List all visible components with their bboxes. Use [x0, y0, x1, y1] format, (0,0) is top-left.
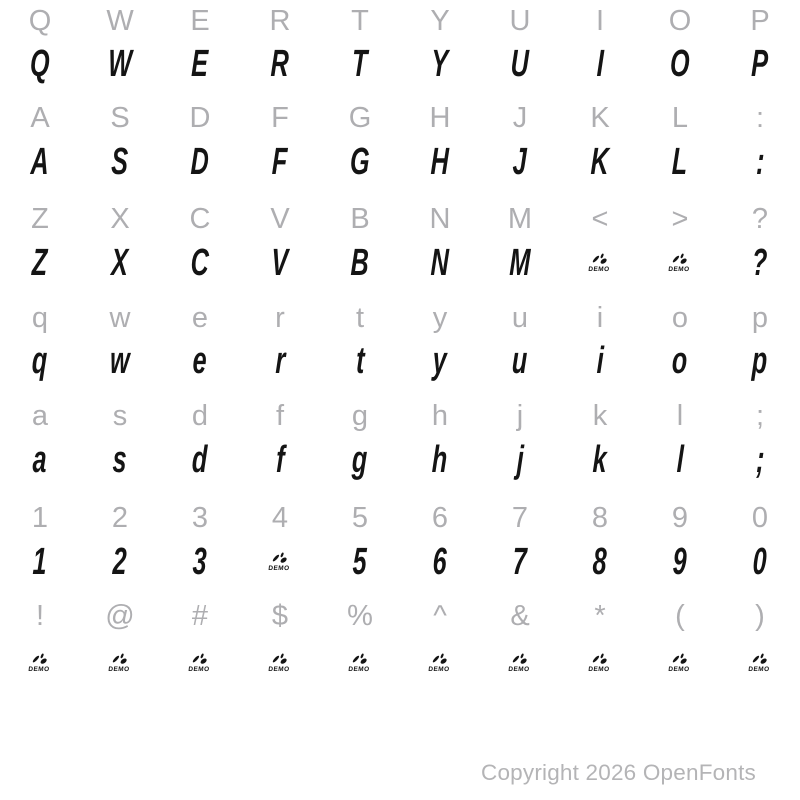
glyph-cell [720, 532, 800, 592]
glyph: X [111, 242, 129, 284]
glyph-cell [480, 430, 560, 490]
glyph: I [595, 4, 605, 37]
glyph-cell [720, 331, 800, 391]
glyph-cell [160, 233, 240, 293]
glyph: 2 [111, 501, 129, 534]
glyph: O [668, 4, 692, 37]
glyph: V [271, 242, 289, 284]
glyph: ^ [433, 599, 447, 632]
glyph: X [110, 202, 130, 235]
glyph-cell [0, 233, 80, 293]
glyph: M [509, 242, 531, 284]
glyph: S [111, 141, 129, 183]
glyph: F [271, 101, 289, 134]
glyph-cell [480, 633, 560, 693]
glyph: Y [431, 43, 449, 85]
glyph-cell [240, 132, 320, 192]
glyph: o [671, 301, 689, 334]
glyph: H [430, 141, 450, 183]
glyph: 8 [592, 541, 608, 583]
glyph-cell [400, 532, 480, 592]
demo-watermark-glyph [668, 653, 691, 674]
glyph: h [431, 439, 449, 481]
glyph: U [510, 43, 530, 85]
glyph-cell [160, 331, 240, 391]
glyph: L [671, 141, 689, 183]
glyph: h [431, 399, 449, 432]
glyph-cell [0, 132, 80, 192]
glyph-cell [720, 633, 800, 693]
glyph-cell [640, 331, 720, 391]
glyph: ? [751, 242, 769, 284]
glyph: M [507, 202, 533, 235]
glyph: ? [751, 202, 769, 235]
glyph: : [755, 141, 765, 183]
glyph-cell [160, 633, 240, 693]
glyph: F [271, 141, 289, 183]
glyph-cell [160, 132, 240, 192]
glyph: Z [31, 202, 49, 235]
demo-watermark-glyph [588, 653, 611, 674]
glyph-cell [320, 430, 400, 490]
glyph-cell [640, 34, 720, 94]
glyph: ! [35, 599, 45, 632]
demo-watermark-glyph [428, 653, 451, 674]
demo-watermark-glyph [748, 653, 771, 674]
glyph: l [676, 399, 684, 432]
glyph-row-lowercase-home-demo [0, 430, 800, 490]
demo-watermark-label: DEMO [588, 265, 611, 273]
glyph: 3 [191, 501, 209, 534]
glyph-cell [160, 430, 240, 490]
glyph: 1 [31, 501, 49, 534]
glyph: O [669, 43, 691, 85]
glyph-cell [80, 633, 160, 693]
glyph: V [270, 202, 290, 235]
glyph-cell [720, 132, 800, 192]
glyph-row-lowercase-qwerty-demo [0, 331, 800, 391]
glyph: A [30, 141, 50, 183]
glyph: B [350, 242, 370, 284]
glyph-cell [0, 34, 80, 94]
glyph-cell [720, 34, 800, 94]
demo-watermark-label: DEMO [28, 665, 51, 673]
glyph-cell [560, 132, 640, 192]
glyph: Y [430, 4, 450, 37]
demo-watermark-label: DEMO [668, 265, 691, 273]
glyph: d [191, 439, 209, 481]
glyph: E [190, 4, 210, 37]
glyph-cell [400, 233, 480, 293]
glyph: j [516, 399, 524, 432]
glyph: ) [755, 599, 765, 632]
glyph: p [751, 301, 769, 334]
glyph-cell [160, 34, 240, 94]
glyph-cell [0, 430, 80, 490]
glyph: 4 [271, 501, 289, 534]
glyph: % [347, 599, 373, 632]
glyph: s [112, 399, 128, 432]
glyph: U [509, 4, 531, 37]
glyph: 1 [32, 541, 48, 583]
glyph: ( [675, 599, 685, 632]
glyph: 6 [432, 541, 448, 583]
glyph: s [112, 439, 128, 481]
glyph: < [591, 202, 609, 235]
glyph-cell [480, 331, 560, 391]
glyph-cell [560, 430, 640, 490]
glyph: J [512, 141, 528, 183]
demo-watermark-label: DEMO [428, 665, 451, 673]
glyph: y [432, 340, 448, 382]
glyph-cell [80, 233, 160, 293]
glyph: G [348, 101, 372, 134]
glyph-cell [80, 34, 160, 94]
splash-icon [591, 653, 610, 666]
glyph: g [351, 439, 369, 481]
glyph-cell [560, 34, 640, 94]
glyph: w [109, 340, 131, 382]
demo-watermark-label: DEMO [348, 665, 371, 673]
demo-watermark-label: DEMO [668, 665, 691, 673]
glyph: r [274, 340, 286, 382]
glyph: 6 [431, 501, 449, 534]
splash-icon [671, 653, 690, 666]
demo-watermark-label: DEMO [268, 665, 291, 673]
glyph: P [750, 4, 770, 37]
glyph: 8 [591, 501, 609, 534]
glyph-cell [320, 532, 400, 592]
glyph-cell [640, 532, 720, 592]
glyph-cell [320, 34, 400, 94]
glyph-cell [80, 532, 160, 592]
glyph-cell [400, 132, 480, 192]
glyph: T [351, 43, 369, 85]
glyph: @ [105, 599, 135, 632]
glyph-cell [240, 34, 320, 94]
demo-watermark-glyph [108, 653, 131, 674]
glyph: w [109, 301, 131, 334]
splash-icon [111, 653, 130, 666]
splash-icon [511, 653, 530, 666]
demo-watermark-glyph [348, 653, 371, 674]
demo-watermark-glyph [268, 552, 291, 573]
glyph-cell [560, 331, 640, 391]
glyph-cell [240, 430, 320, 490]
glyph-cell [240, 532, 320, 592]
glyph: & [510, 599, 530, 632]
glyph-row-uppercase-bottom-demo [0, 233, 800, 293]
glyph-cell [560, 233, 640, 293]
glyph-cell [0, 633, 80, 693]
glyph: e [191, 301, 209, 334]
glyph: 7 [511, 501, 529, 534]
glyph: A [30, 101, 50, 134]
glyph: 7 [512, 541, 528, 583]
glyph-cell [480, 132, 560, 192]
splash-icon [751, 653, 770, 666]
glyph: u [511, 340, 529, 382]
glyph: p [751, 340, 769, 382]
glyph: C [190, 242, 210, 284]
demo-watermark-label: DEMO [508, 665, 531, 673]
glyph-cell [320, 331, 400, 391]
glyph-cell [640, 132, 720, 192]
glyph: q [31, 340, 49, 382]
glyph-cell [640, 233, 720, 293]
glyph-row-digits-demo [0, 532, 800, 592]
glyph: W [107, 43, 133, 85]
glyph: l [676, 439, 684, 481]
glyph: D [190, 141, 210, 183]
glyph: S [110, 101, 130, 134]
splash-icon [591, 253, 610, 266]
splash-icon [351, 653, 370, 666]
glyph: * [594, 599, 606, 632]
glyph: H [429, 101, 451, 134]
glyph-cell [160, 532, 240, 592]
glyph: a [31, 399, 49, 432]
glyph-cell [80, 132, 160, 192]
glyph: ; [755, 399, 765, 432]
demo-watermark-label: DEMO [588, 665, 611, 673]
glyph: i [596, 301, 604, 334]
glyph-cell [480, 532, 560, 592]
glyph: f [275, 439, 285, 481]
glyph: 0 [752, 541, 768, 583]
glyph: q [31, 301, 49, 334]
glyph: G [349, 141, 371, 183]
glyph-cell [640, 430, 720, 490]
glyph-cell [80, 331, 160, 391]
glyph: W [106, 4, 134, 37]
demo-watermark-glyph [188, 653, 211, 674]
glyph: k [592, 439, 608, 481]
glyph: C [189, 202, 211, 235]
glyph: 9 [671, 501, 689, 534]
glyph: d [191, 399, 209, 432]
glyph-cell [400, 633, 480, 693]
glyph: R [270, 43, 290, 85]
glyph: 5 [351, 501, 369, 534]
glyph: f [275, 399, 285, 432]
glyph: Q [28, 4, 52, 37]
glyph-cell [80, 430, 160, 490]
glyph-cell [720, 430, 800, 490]
glyph-cell [320, 633, 400, 693]
glyph: J [512, 101, 528, 134]
demo-watermark-label: DEMO [268, 564, 291, 572]
glyph: # [191, 599, 209, 632]
glyph-row-uppercase-home-demo [0, 132, 800, 192]
splash-icon [271, 552, 290, 565]
demo-watermark-glyph [268, 653, 291, 674]
glyph: Q [29, 43, 51, 85]
glyph-cell [400, 34, 480, 94]
glyph-cell [240, 331, 320, 391]
glyph-cell [240, 233, 320, 293]
demo-watermark-label: DEMO [748, 665, 771, 673]
glyph: k [592, 399, 608, 432]
glyph: T [351, 4, 369, 37]
splash-icon [271, 653, 290, 666]
glyph-cell [480, 233, 560, 293]
glyph: K [590, 101, 610, 134]
glyph: a [32, 439, 48, 481]
glyph: > [671, 202, 689, 235]
glyph-cell [560, 633, 640, 693]
glyph: $ [271, 599, 289, 632]
glyph: Z [31, 242, 49, 284]
demo-watermark-glyph [588, 253, 611, 274]
glyph: N [430, 242, 450, 284]
glyph: j [516, 439, 524, 481]
glyph: 3 [192, 541, 208, 583]
splash-icon [191, 653, 210, 666]
splash-icon [671, 253, 690, 266]
glyph: : [755, 101, 765, 134]
copyright-text: Copyright 2026 OpenFonts [481, 760, 756, 785]
demo-watermark-label: DEMO [108, 665, 131, 673]
glyph: L [671, 101, 689, 134]
glyph: g [351, 399, 369, 432]
glyph-cell [0, 532, 80, 592]
glyph-cell [400, 331, 480, 391]
glyph: 9 [672, 541, 688, 583]
glyph: i [596, 340, 604, 382]
glyph: t [355, 301, 365, 334]
glyph: r [275, 301, 285, 334]
glyph: I [596, 43, 604, 85]
glyph-row-demo-marks-row [0, 633, 800, 693]
glyph: P [751, 43, 769, 85]
demo-watermark-label: DEMO [188, 665, 211, 673]
glyph: 5 [352, 541, 368, 583]
splash-icon [31, 653, 50, 666]
glyph-cell [320, 132, 400, 192]
glyph-cell [480, 34, 560, 94]
glyph-cell [640, 633, 720, 693]
glyph: e [192, 340, 208, 382]
glyph: E [191, 43, 209, 85]
demo-watermark-glyph [668, 253, 691, 274]
demo-watermark-glyph [28, 653, 51, 674]
glyph: N [429, 202, 451, 235]
glyph-cell [720, 233, 800, 293]
glyph-cell [400, 430, 480, 490]
glyph: B [350, 202, 370, 235]
glyph: ; [755, 439, 765, 481]
demo-watermark-glyph [508, 653, 531, 674]
glyph: o [671, 340, 689, 382]
glyph-cell [320, 233, 400, 293]
glyph-cell [0, 331, 80, 391]
glyph: u [511, 301, 529, 334]
glyph: t [355, 340, 365, 382]
glyph: D [189, 101, 211, 134]
glyph: 0 [751, 501, 769, 534]
glyph-cell [240, 633, 320, 693]
glyph: 2 [112, 541, 128, 583]
splash-icon [431, 653, 450, 666]
glyph: y [432, 301, 448, 334]
glyph-cell [560, 532, 640, 592]
glyph-row-uppercase-qwerty-demo [0, 34, 800, 94]
glyph: R [269, 4, 291, 37]
glyph: K [590, 141, 610, 183]
